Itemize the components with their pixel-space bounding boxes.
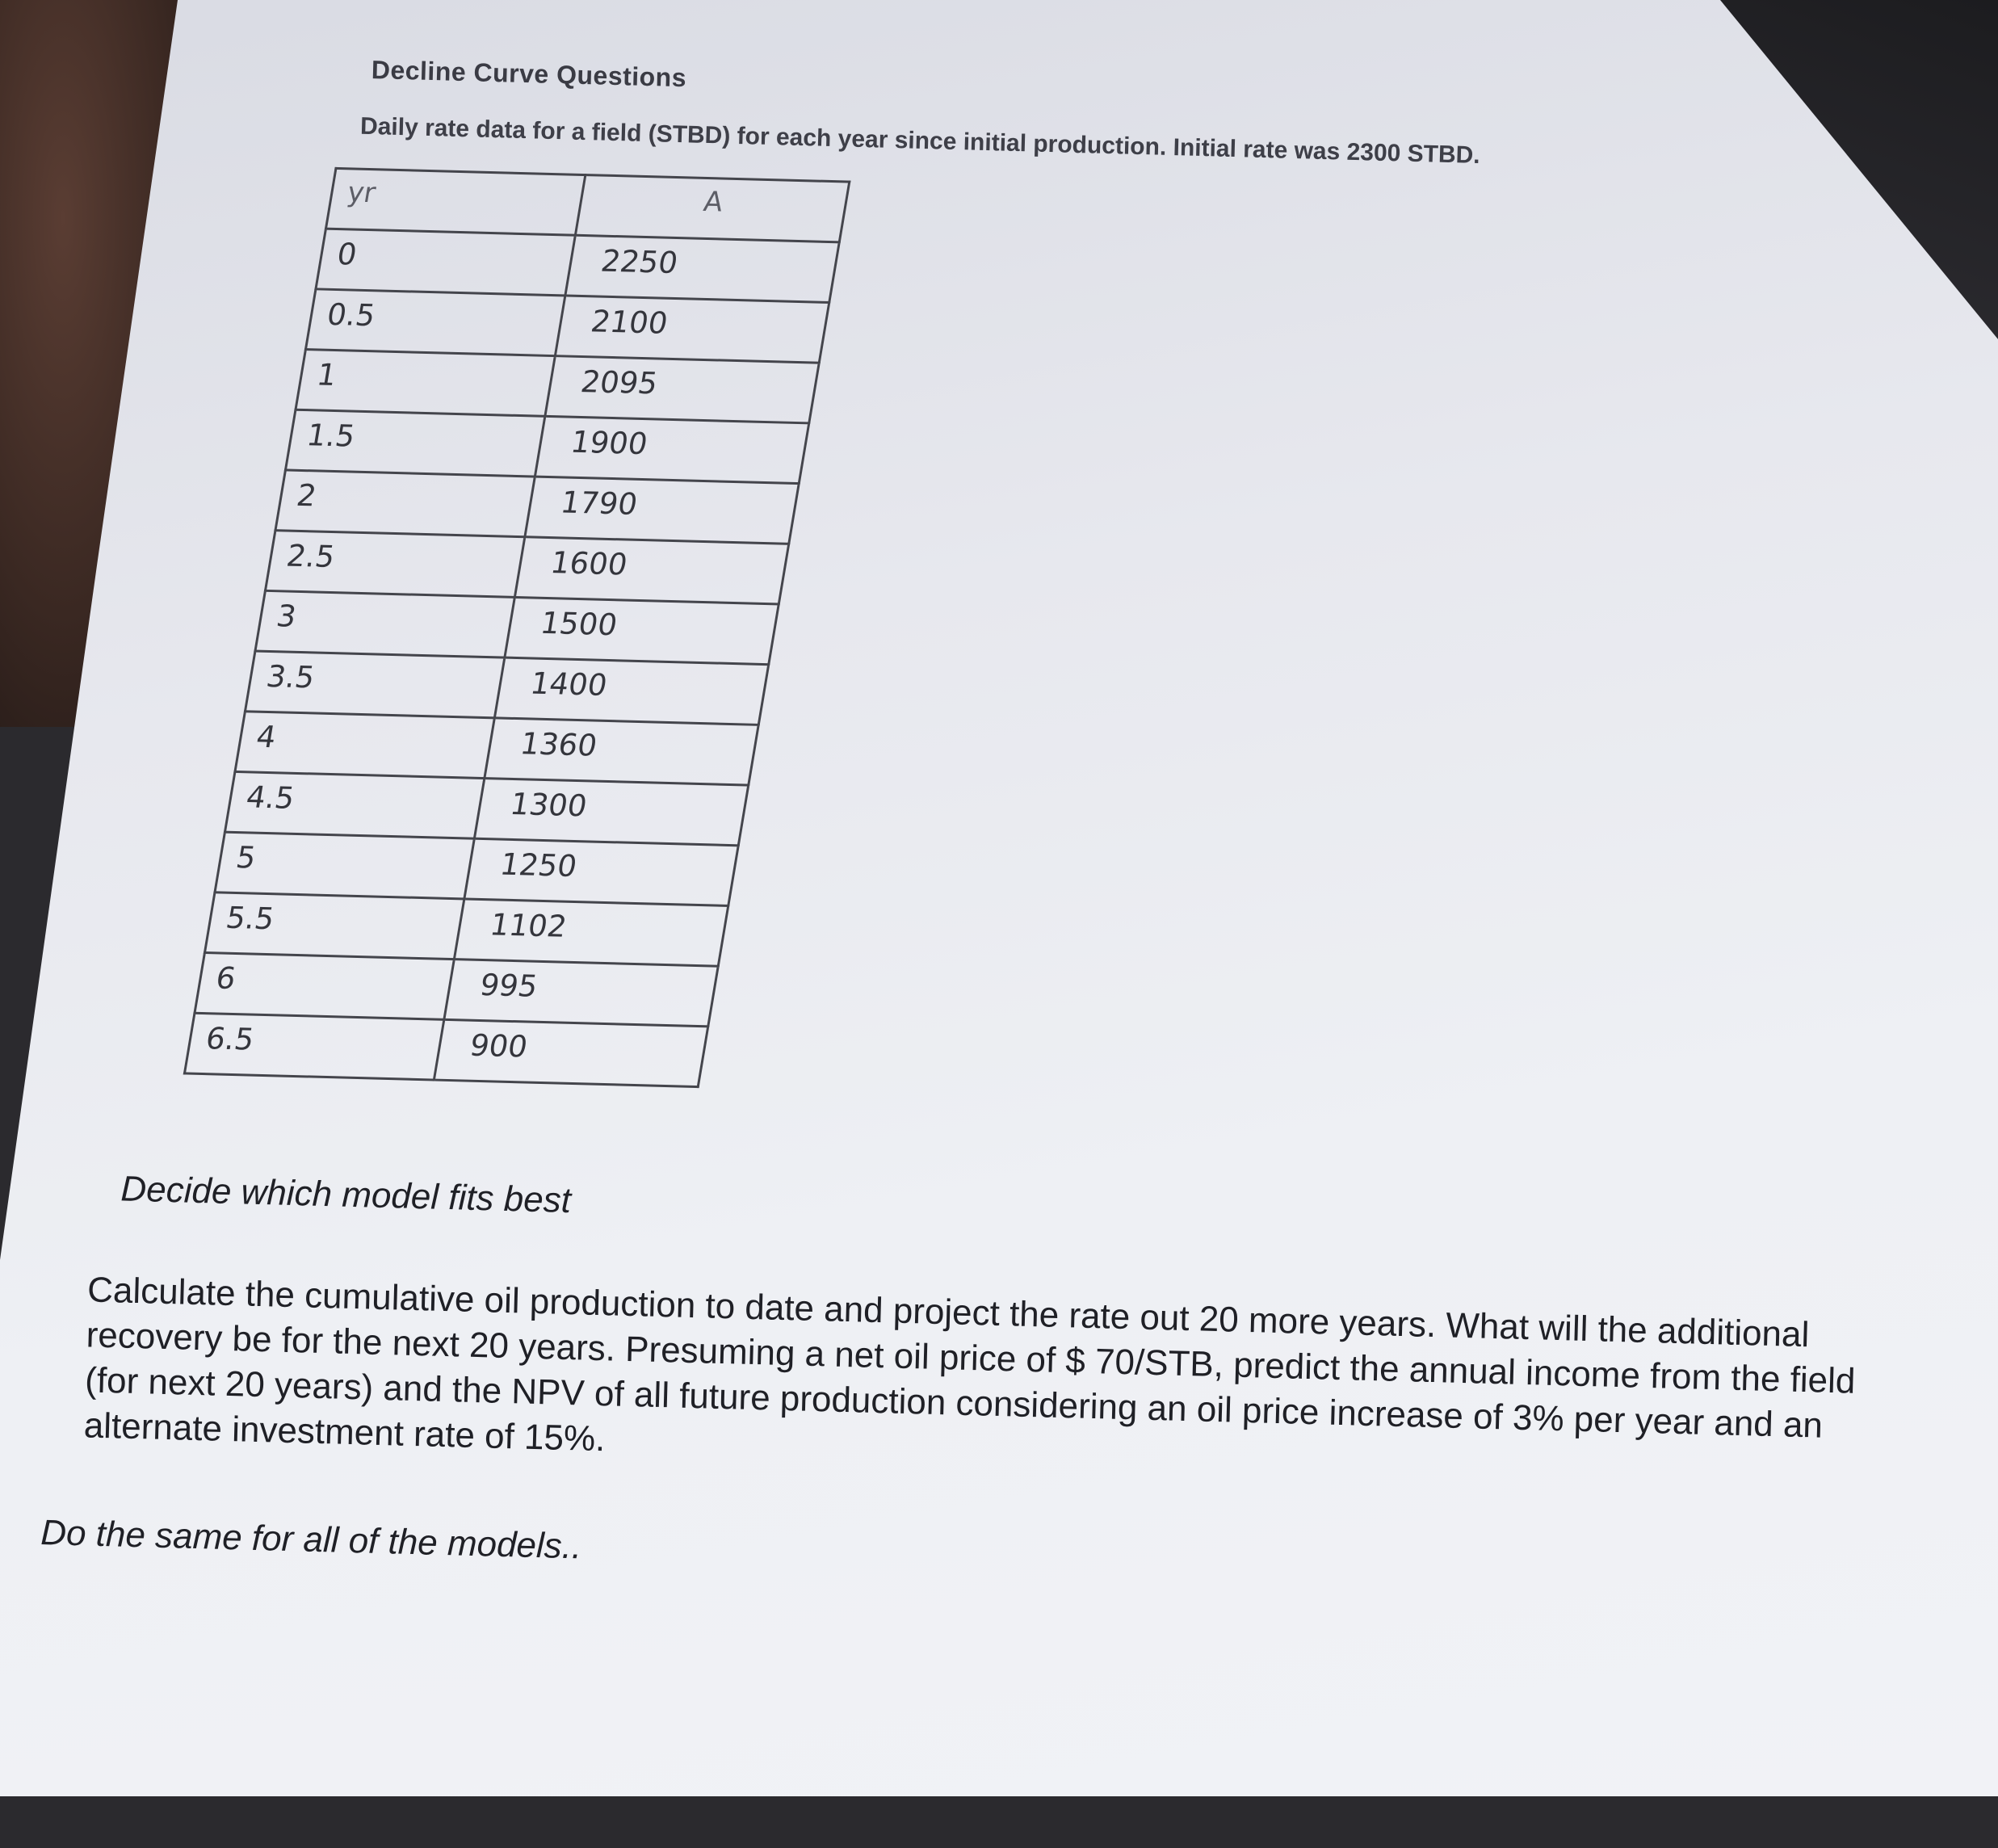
cell-rate: 2100 [555,296,829,363]
header-yr: yr [325,168,585,235]
cell-yr: 0 [316,229,575,296]
cell-yr: 2.5 [265,531,524,598]
cell-rate: 1900 [535,416,808,483]
cell-yr: 3.5 [245,651,504,718]
cell-rate: 900 [434,1019,707,1086]
cell-yr: 1.5 [285,410,544,477]
cell-yr: 0.5 [305,289,565,356]
table-row [184,1013,707,1086]
cell-rate: 995 [444,960,718,1027]
cell-rate: 1300 [474,779,748,846]
cell-yr: 5 [215,832,474,899]
cell-rate: 1500 [505,597,779,664]
question-cumulative-npv: Calculate the cumulative oil production to date and project the rate out 20 more years. What will the additional recovery be for the next 20 years. Presuming a net oil price of $ 70/STB, predict the annual income from the field (for next 20 years) and the NPV of all future production considering an oil price increase of 3% per year and an alternate investment rate of 15%. [83,1270,1857,1460]
cell-yr: 6.5 [184,1013,443,1080]
cell-rate: 1400 [494,657,768,724]
cell-rate: 2095 [545,356,819,423]
cell-yr: 5.5 [204,892,464,960]
cell-rate: 1250 [464,838,738,905]
cell-yr: 1 [296,350,555,417]
cell-rate: 1790 [525,477,799,544]
header-a: A [575,175,849,242]
rate-table-container [183,167,851,1088]
question-all-models: Do the same for all of the models.. [40,1512,582,1567]
rate-table [183,167,851,1088]
cell-rate: 2250 [565,235,839,302]
document-title: Decline Curve Questions [371,55,687,93]
cell-yr: 4 [235,712,494,779]
cell-yr: 6 [195,953,454,1020]
cell-rate: 1600 [514,537,788,604]
question-model-fit: Decide which model fits best [120,1169,572,1221]
cell-yr: 2 [275,470,535,537]
cell-yr: 3 [255,590,514,657]
cell-rate: 1360 [485,718,758,785]
intro-text: Daily rate data for a field (STBD) for each year since initial production. Initial rate was 2300 STBD. [359,112,1481,170]
cell-rate: 1102 [454,899,728,966]
cell-yr: 4.5 [225,771,484,838]
